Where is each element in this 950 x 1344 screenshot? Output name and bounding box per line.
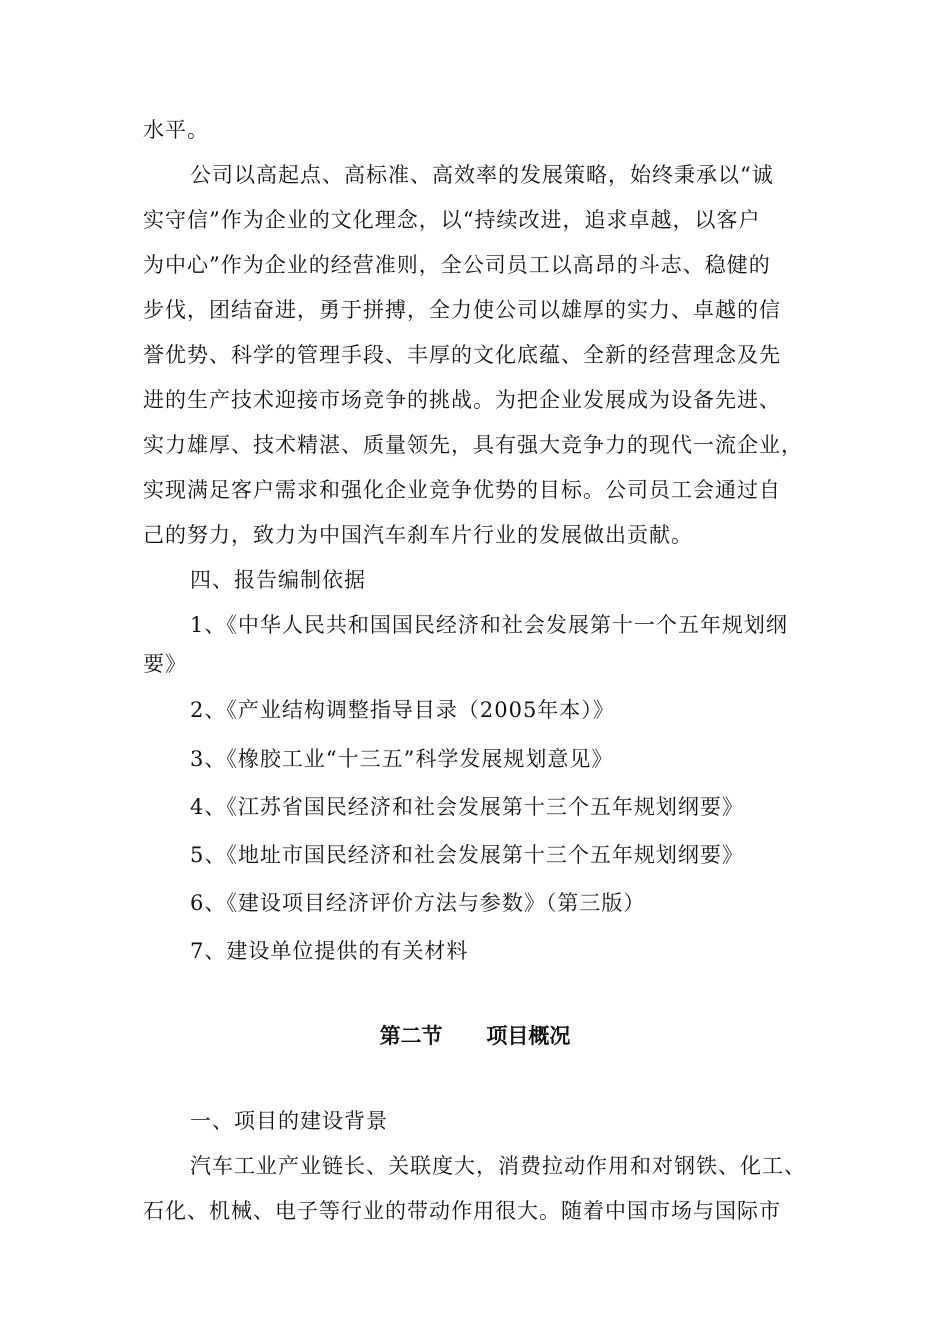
basis-item-1: 1、《中华人民共和国国民经济和社会发展第十一个五年规划纲 <box>190 613 788 637</box>
basis-item-1-continued: 要》 <box>143 652 187 676</box>
basis-item-5: 5、《地址市国民经济和社会发展第十三个五年规划纲要》 <box>190 843 744 867</box>
background-line: 汽车工业产业链长、关联度大，消费拉动作用和对钢铁、化工、 <box>190 1154 806 1178</box>
paragraph-line: 公司以高起点、高标准、高效率的发展策略，始终秉承以“诚 <box>190 163 774 187</box>
section-title: 第二节 项目概况 <box>379 1024 571 1048</box>
paragraph-line: 实守信”作为企业的文化理念，以“持续改进，追求卓越，以客户 <box>143 208 761 232</box>
background-heading: 一、项目的建设背景 <box>190 1109 388 1133</box>
paragraph-line: 誉优势、科学的管理手段、丰厚的文化底蕴、全新的经营理念及先 <box>143 343 781 367</box>
basis-item-7: 7、建设单位提供的有关材料 <box>190 939 469 963</box>
basis-item-6: 6、《建设项目经济评价方法与参数》（第三版） <box>190 891 646 915</box>
paragraph-line: 为中心”作为企业的经营准则，全公司员工以高昂的斗志、稳健的 <box>143 253 771 277</box>
paragraph-line: 己的努力，致力为中国汽车刹车片行业的发展做出贡献。 <box>143 523 693 547</box>
basis-item-4: 4、《江苏省国民经济和社会发展第十三个五年规划纲要》 <box>190 795 744 819</box>
paragraph-line: 进的生产技术迎接市场竞争的挑战。为把企业发展成为设备先进、 <box>143 388 781 412</box>
paragraph-line: 实现满足客户需求和强化企业竞争优势的目标。公司员工会通过自 <box>143 478 781 502</box>
paragraph-line: 实力雄厚、技术精湛、质量领先，具有强大竞争力的现代一流企业， <box>143 433 803 457</box>
basis-item-2: 2、《产业结构调整指导目录（2005年本）》 <box>190 698 615 722</box>
basis-heading: 四、报告编制依据 <box>190 568 366 592</box>
continuation-text: 水平。 <box>143 118 209 142</box>
background-line: 石化、机械、电子等行业的带动作用很大。随着中国市场与国际市 <box>143 1199 781 1223</box>
basis-item-3: 3、《橡胶工业“十三五”科学发展规划意见》 <box>190 747 614 771</box>
paragraph-line: 步伐，团结奋进，勇于拼搏，全力使公司以雄厚的实力、卓越的信 <box>143 298 781 322</box>
